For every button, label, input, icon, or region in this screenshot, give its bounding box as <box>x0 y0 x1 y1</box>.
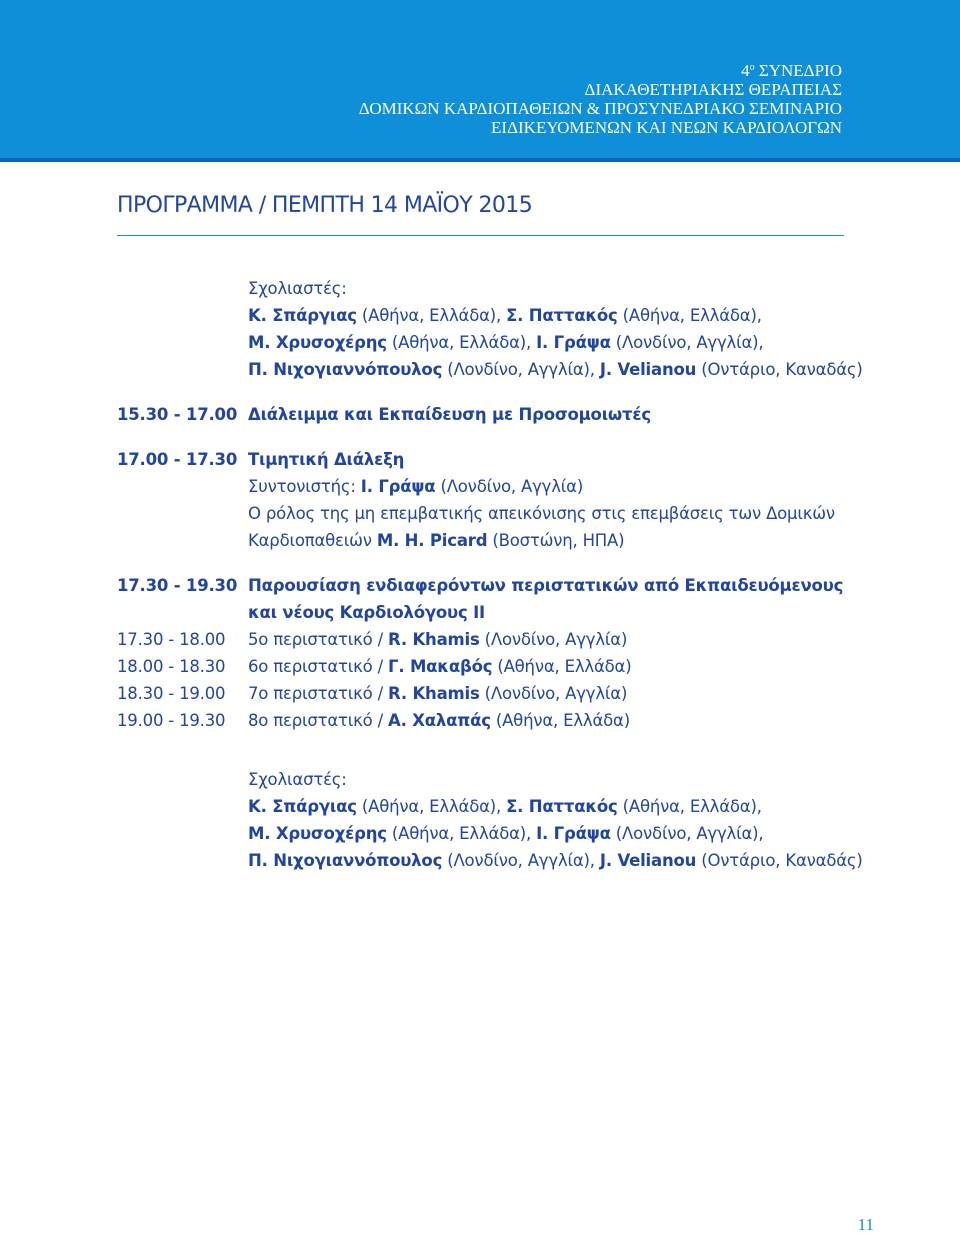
case-time: 18.00 - 18.30 <box>117 657 226 676</box>
commentators-line <box>248 329 877 356</box>
commentators-block-2 <box>117 766 877 874</box>
commentators-block-1 <box>117 275 877 383</box>
program-title: ΠΡΟΓΡΑΜΜΑ / ΠΕΜΠΤΗ 14 ΜΑΪΟΥ 2015 <box>117 193 533 218</box>
person-name: Ι. Γράψα <box>536 824 611 843</box>
commentators-line <box>248 302 877 329</box>
person-place: (Οντάριο, Καναδάς) <box>696 360 863 379</box>
person-place: (Λονδίνο, Αγγλία) <box>479 684 628 703</box>
case-time: 19.00 - 19.30 <box>117 711 226 730</box>
person-name: Μ. Χρυσοχέρης <box>248 824 387 843</box>
person-place: (Αθήνα, Ελλάδα), <box>386 824 537 843</box>
case-label: 6ο περιστατικό / <box>248 657 389 676</box>
person-name: Ι. Γράψα <box>536 333 611 352</box>
session-title: Τιμητική Διάλεξη <box>248 450 405 469</box>
case-row <box>117 680 877 707</box>
conference-title-line-3: ΔΟΜΙΚΩΝ ΚΑΡΔΙΟΠΑΘΕΙΩΝ & ΠΡΟΣΥΝΕΔΡΙΑΚΟ ΣΕΜΙΝΑΡΙΟ <box>358 99 842 118</box>
person-place: (Αθήνα, Ελλάδα), <box>356 797 507 816</box>
talk-title-line-2: Καρδιοπαθειών M. H. Picard (Βοστώνη, ΗΠΑ) <box>248 531 625 550</box>
conference-title-line-4: ΕΙΔΙΚΕΥΟΜΕΝΩΝ ΚΑΙ ΝΕΩΝ ΚΑΡΔΙΟΛΟΓΩΝ <box>491 118 842 137</box>
session-lecture <box>117 446 877 554</box>
session-time: 17.00 - 17.30 <box>117 450 238 469</box>
person-place: (Λονδίνο, Αγγλία) <box>479 630 628 649</box>
session-time: 15.30 - 17.00 <box>117 405 238 424</box>
session-title: Διάλειμμα και Εκπαίδευση με Προσομοιωτές <box>248 405 651 424</box>
case-label: 7ο περιστατικό / <box>248 684 389 703</box>
chair-line <box>248 473 877 500</box>
session-cases <box>117 572 877 734</box>
conference-title-line-2: ΔΙΑΚΑΘΕΤΗΡΙΑΚΗΣ ΘΕΡΑΠΕΙΑΣ <box>584 80 842 99</box>
case-label: 8ο περιστατικό / <box>248 711 389 730</box>
case-time: 18.30 - 19.00 <box>117 684 226 703</box>
person-name: Κ. Σπάργιας <box>248 797 357 816</box>
person-name: J. Velianou <box>599 851 697 870</box>
session-break <box>117 401 877 428</box>
session-time: 17.30 - 19.30 <box>117 576 238 595</box>
person-place: (Αθήνα, Ελλάδα), <box>386 333 537 352</box>
title-divider <box>117 235 844 236</box>
commentators-label: Σχολιαστές: <box>248 770 347 789</box>
program-content <box>117 275 877 874</box>
person-place: (Οντάριο, Καναδάς) <box>696 851 863 870</box>
case-label: 5ο περιστατικό / <box>248 630 389 649</box>
case-row <box>117 707 877 734</box>
person-name: Σ. Παττακός <box>506 306 618 325</box>
person-place: (Λονδίνο, Αγγλία), <box>442 360 600 379</box>
commentators-line <box>248 793 877 820</box>
person-name: R. Khamis <box>388 684 480 703</box>
case-row <box>117 653 877 680</box>
case-row <box>117 626 877 653</box>
person-name: Μ. Χρυσοχέρης <box>248 333 387 352</box>
chair-label: Συντονιστής: <box>248 477 361 496</box>
session-title-line-2: και νέους Καρδιολόγους ΙΙ <box>248 603 485 622</box>
person-place: (Αθήνα, Ελλάδα), <box>356 306 507 325</box>
person-place: (Αθήνα, Ελλάδα) <box>490 711 630 730</box>
person-name: R. Khamis <box>388 630 480 649</box>
person-name: J. Velianou <box>599 360 697 379</box>
conference-title <box>359 58 842 137</box>
person-place: (Λονδίνο, Αγγλία) <box>435 477 584 496</box>
person-name: Π. Νιχογιαννόπουλος <box>248 851 443 870</box>
person-name: Σ. Παττακός <box>506 797 618 816</box>
person-name: Γ. Μακαβός <box>388 657 493 676</box>
person-place: (Αθήνα, Ελλάδα) <box>492 657 632 676</box>
commentators-line <box>248 820 877 847</box>
page-number: 11 <box>857 1215 874 1234</box>
person-place: (Λονδίνο, Αγγλία), <box>610 824 764 843</box>
person-place: (Λονδίνο, Αγγλία), <box>442 851 600 870</box>
person-place: (Αθήνα, Ελλάδα), <box>617 797 762 816</box>
person-name: M. H. Picard <box>376 531 488 550</box>
header-banner <box>0 0 960 162</box>
commentators-label: Σχολιαστές: <box>248 279 347 298</box>
commentators-line <box>248 356 877 383</box>
talk-title-line-1: Ο ρόλος της μη επεμβατικής απεικόνισης στις επεμβάσεις των Δομικών <box>248 504 835 523</box>
person-place: (Βοστώνη, ΗΠΑ) <box>487 531 625 550</box>
conference-title-line-1: $4^o$ ΣΥΝΕΔΡΙΟ <box>741 61 842 80</box>
person-name: Π. Νιχογιαννόπουλος <box>248 360 443 379</box>
commentators-line <box>248 847 877 874</box>
person-place: (Λονδίνο, Αγγλία), <box>610 333 764 352</box>
case-time: 17.30 - 18.00 <box>117 630 226 649</box>
person-name: Κ. Σπάργιας <box>248 306 357 325</box>
person-name: Α. Χαλαπάς <box>388 711 491 730</box>
session-title-line-1: Παρουσίαση ενδιαφερόντων περιστατικών από Εκπαιδευόμενους <box>248 576 844 595</box>
person-place: (Αθήνα, Ελλάδα), <box>617 306 762 325</box>
person-name: Ι. Γράψα <box>360 477 436 496</box>
